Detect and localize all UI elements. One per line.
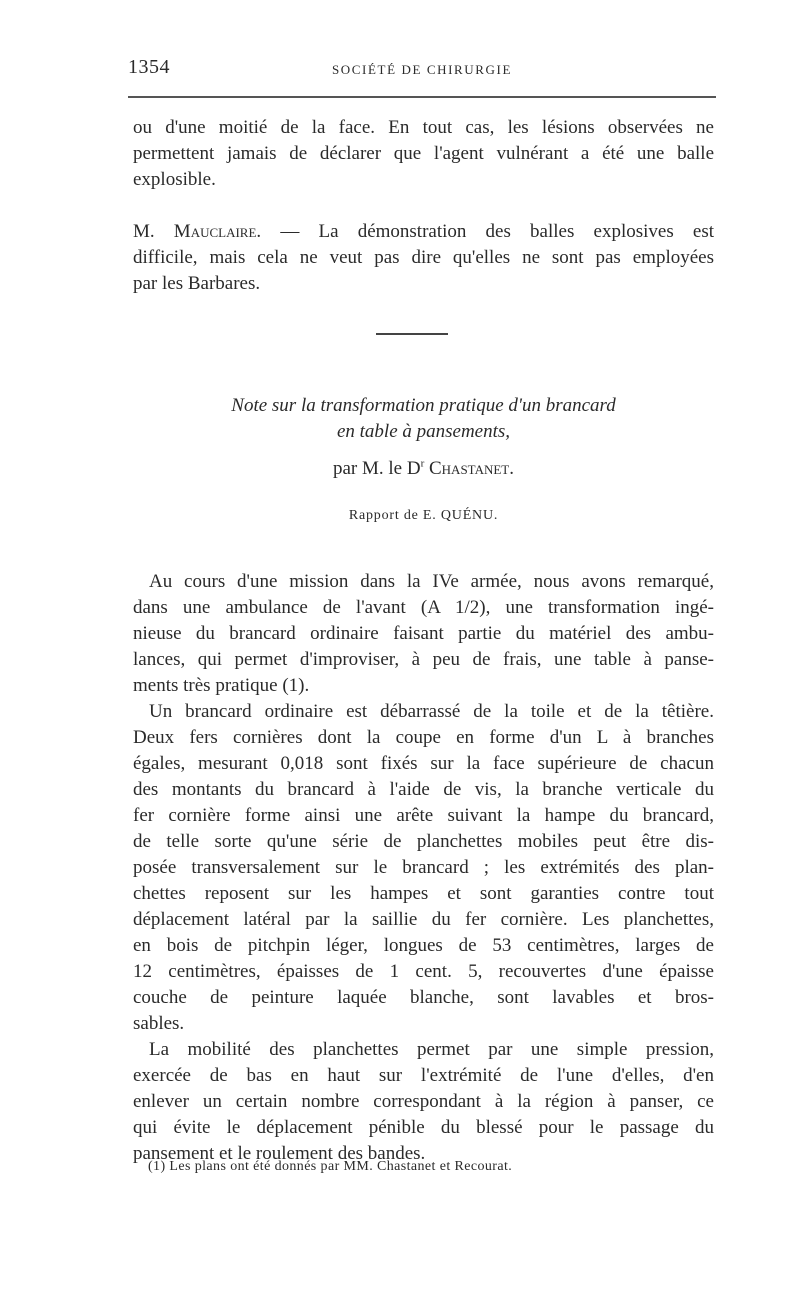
text-line: nieuse du brancard ordinaire faisant partie du matériel des ambu- [133, 623, 714, 644]
author-prefix: par M. le D [332, 458, 421, 479]
text-line: par les Barbares. [133, 273, 261, 294]
mauclaire-remark [133, 219, 714, 297]
text-line: difficile, mais cela ne veut pas dire qu'elles ne sont pas employées [133, 247, 714, 268]
text-line: lances, qui permet d'improviser, à peu de frais, une table à panse- [133, 649, 714, 670]
text-line: exercée de bas en haut sur l'extrémité de l'une d'elles, d'en [133, 1065, 714, 1086]
text-line: dans une ambulance de l'avant (A 1/2), une transformation ingé- [133, 597, 714, 618]
body-paragraph-3 [133, 1037, 714, 1167]
text-line: ou d'une moitié de la face. En tout cas, les lésions observées ne [133, 117, 714, 138]
text-line: pansement et le roulement des bandes. [133, 1143, 426, 1164]
text-line: Deux fers cornières dont la coupe en forme d'un L à branches [133, 727, 714, 748]
header-rule [128, 96, 716, 98]
text-line: posée transversalement sur le brancard ; les extrémités des plan- [133, 857, 714, 878]
report-line: Rapport de E. QUÉNU. [348, 508, 499, 523]
note-title-line: Note sur la transformation pratique d'un brancard [231, 395, 616, 416]
text-line: couche de peinture laquée blanche, sont lavables et bros- [133, 987, 714, 1008]
text-line: des montants du brancard à l'aide de vis, la branche verticale du [133, 779, 714, 800]
text-line: égales, mesurant 0,018 sont fixés sur la face supérieure de chacun [133, 753, 714, 774]
text-line: 12 centimètres, épaisses de 1 cent. 5, recouvertes d'une épaisse [133, 961, 714, 982]
text-line: enlever un certain nombre correspondant à la région à panser, ce [133, 1091, 714, 1112]
speaker-name: M. Mauclaire. [133, 221, 262, 242]
text-line: en bois de pitchpin léger, longues de 53 centimètres, larges de [133, 935, 714, 956]
text-line: ments très pratique (1). [133, 675, 310, 696]
text-line: déplacement latéral par la saillie du fer cornière. Les planchettes, [133, 909, 714, 930]
text-line: permettent jamais de déclarer que l'agent vulnérant a été une balle [133, 143, 714, 164]
text-line: Un brancard ordinaire est débarrassé de la toile et de la têtière. [149, 701, 714, 722]
text-line: fer cornière forme ainsi une arête suivant la hampe du brancard, [133, 805, 714, 826]
note-title-line: en table à pansements, [336, 421, 511, 442]
author-line [133, 456, 714, 482]
continued-paragraph [133, 115, 714, 193]
text-line: explosible. [133, 169, 216, 190]
text-line: sables. [133, 1013, 185, 1034]
text-line: Au cours d'une mission dans la IVe armée, nous avons remarqué, [149, 571, 714, 592]
text-line: de telle sorte qu'une série de planchettes mobiles peut être dis- [133, 831, 714, 852]
text-line: chettes reposent sur les hampes et sont garanties contre tout [133, 883, 714, 904]
text-line: La mobilité des planchettes permet par une simple pression, [149, 1039, 714, 1060]
page-number: 1354 [128, 56, 170, 78]
note-title [133, 393, 714, 445]
running-head-title: SOCIÉTÉ DE CHIRURGIE [331, 62, 513, 77]
remark-text: — La démonstration des balles explosives est [280, 221, 714, 242]
section-divider [376, 333, 448, 335]
running-head [128, 56, 716, 86]
text-line [133, 219, 714, 245]
body-paragraph-2 [133, 699, 714, 1037]
footnote: (1) Les plans ont été donnés par MM. Chastanet et Recourat. [148, 1159, 513, 1174]
author-sup: r [420, 457, 425, 470]
body-paragraph-1 [133, 569, 714, 699]
text-line: qui évite le déplacement pénible du blessé pour le passage du [133, 1117, 714, 1138]
author-name: Chastanet. [429, 458, 514, 479]
